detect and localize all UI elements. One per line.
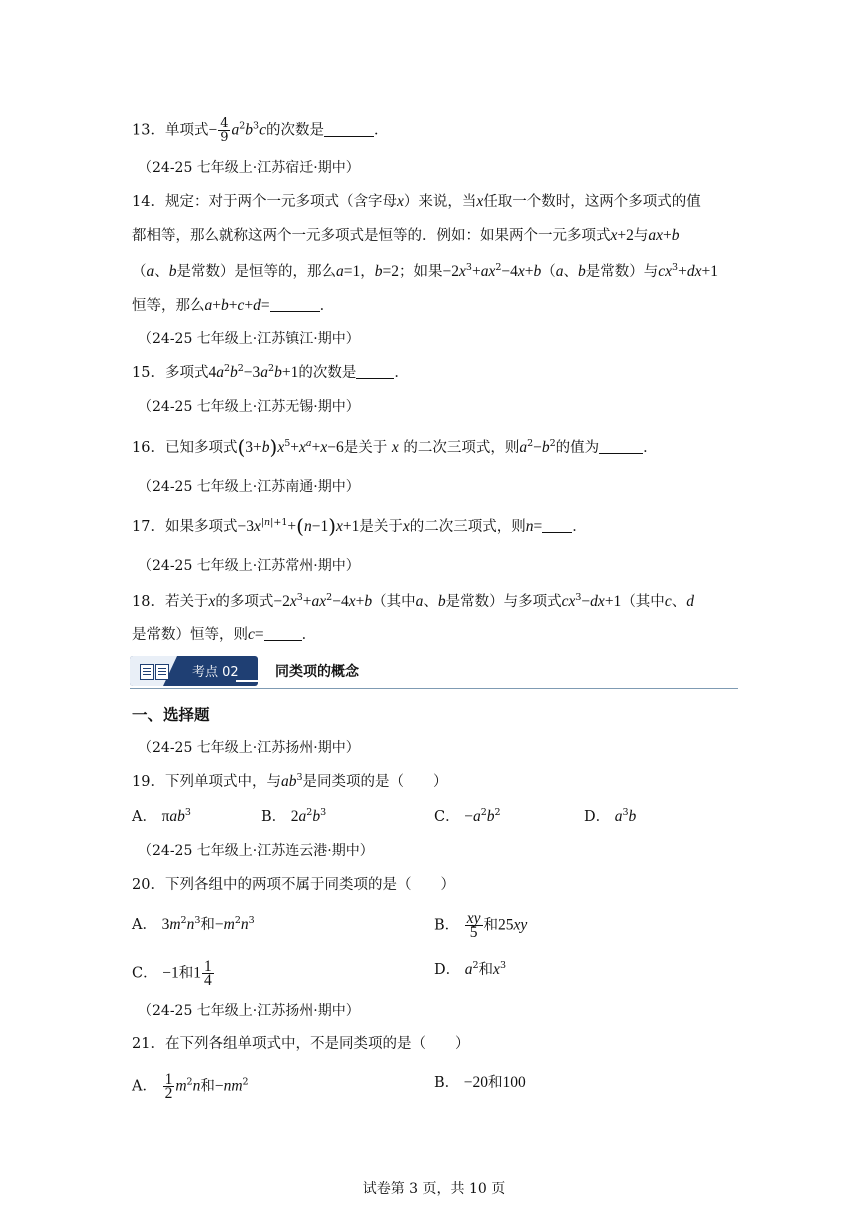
answer-blank[interactable] (599, 440, 643, 454)
question-20: 20．下列各组中的两项不属于同类项的是（ ） (132, 877, 455, 893)
question-14-line-3: （a、b是常数）是恒等的，那么a=1，b=2；如果$-2x^3+ax^2-4x+b(a$、b是常数）与$cx^3+dx+1$ (132, 262, 718, 280)
question-14-line-2: 都相等，那么就称这两个一元多项式是恒等的．例如：如果两个一元多项式x+2与ax+b (132, 227, 680, 244)
document-icon (140, 664, 154, 680)
fraction-4-9: $\frac{4}{9}$ (220, 116, 229, 145)
source-16: （24-25 七年级上·江苏南通·期中） (138, 479, 360, 495)
question-21: 21．在下列各组单项式中，不是同类项的是（ ） (132, 1036, 470, 1052)
banner-caption: 同类项的概念 (275, 664, 359, 680)
banner-label-box (130, 656, 258, 686)
question-19: 19．下列单项式中，与$ab^3$是同类项的是（ ） (132, 772, 448, 790)
page-footer: 试卷第 3 页，共 10 页 (362, 1181, 506, 1197)
option-19-a[interactable]: A． πab$^3$ (132, 807, 191, 825)
option-19-d[interactable]: D． $a^3b$ (584, 807, 637, 825)
answer-blank[interactable] (542, 519, 572, 533)
section-title: 一、选择题 (132, 705, 210, 724)
source-15: （24-25 七年级上·江苏无锡·期中） (138, 399, 360, 415)
question-14-line-1: 14．规定：对于两个一元多项式（含字母x）来说，当x任取一个数时，这两个多项式的值 (132, 193, 701, 210)
topic-banner (130, 656, 738, 692)
source-14: （24-25 七年级上·江苏镇江·期中） (138, 331, 360, 347)
question-16: 16．已知多项式$(3+b)x^5+x^a+x-6$是关于 x 的二次三项式，则$a^2-b^2$的值为 ． (132, 435, 658, 459)
question-17: 17．如果多项式$-3x^{|n|+1}+(n-1)x+1$是关于x的二次三项式，则n= ． (132, 514, 587, 538)
question-18-line-2: 是常数）恒等，则c= ． (132, 626, 317, 643)
question-18-line-1: 18．若关于x的多项式$-2x^3+ax^2-4x+b$（其中a、b是常数）与多项式$cx^3-dx+1$（其中c、d (132, 592, 694, 610)
option-19-c[interactable]: C． $-a^2b^2$ (434, 807, 501, 825)
source-21: （24-25 七年级上·江苏扬州·期中） (138, 1003, 360, 1019)
answer-blank[interactable] (264, 627, 302, 641)
answer-blank[interactable] (324, 123, 374, 137)
question-15: 15．多项式$4a^2b^2-3a^2b+1$的次数是 ． (132, 363, 409, 381)
answer-blank[interactable] (270, 298, 320, 312)
document-icon (155, 664, 169, 680)
divider (130, 688, 738, 689)
question-14-line-4: 恒等，那么a+b+c+d= ． (132, 297, 335, 314)
option-21-a[interactable]: A． $\frac{1}{2}$ $m^2n$和$-nm^2$ (132, 1071, 249, 1102)
source-19: （24-25 七年级上·江苏扬州·期中） (138, 740, 360, 756)
answer-blank[interactable] (356, 365, 394, 379)
source-17: （24-25 七年级上·江苏常州·期中） (138, 558, 360, 574)
option-21-b[interactable]: B． −20和100 (434, 1074, 526, 1091)
option-20-c[interactable]: C． −1和1 $\frac{1}{4}$ (132, 958, 212, 989)
source-20: （24-25 七年级上·江苏连云港·期中） (138, 843, 374, 859)
question-13: 13．单项式− $\frac{4}{9}$ $a^2b^3c$的次数是 ． (132, 116, 389, 145)
option-20-b[interactable]: B． $\frac{xy}{5}$ 和25xy (434, 910, 528, 941)
option-20-d[interactable]: D． $a^2$和$x^3$ (434, 960, 506, 978)
banner-label: 考点 02 (192, 665, 239, 680)
option-19-b[interactable]: B． $2a^2b^3$ (261, 807, 327, 825)
source-13: （24-25 七年级上·江苏宿迁·期中） (138, 160, 360, 176)
option-20-a[interactable]: A． $3m^2n^3$和$-m^2n^3$ (132, 915, 255, 933)
